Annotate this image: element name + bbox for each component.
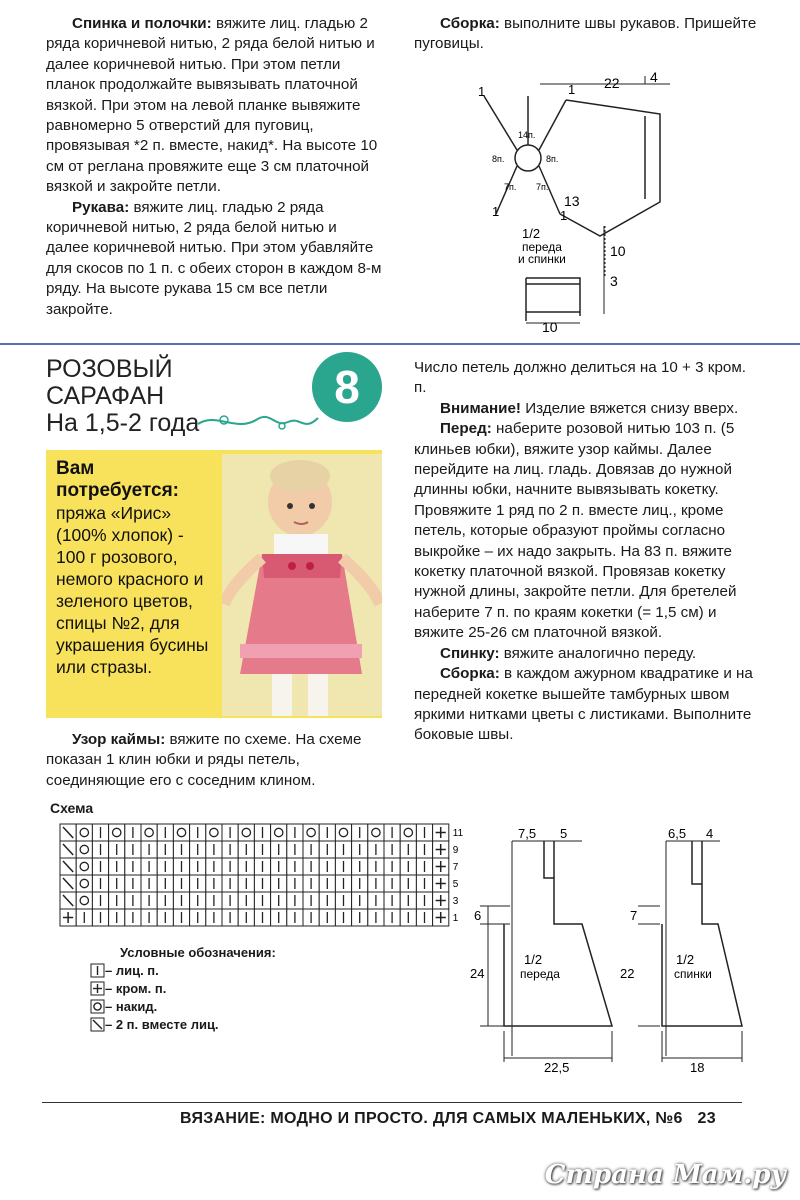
heading-front: Перед: xyxy=(440,420,492,438)
chart-cell xyxy=(303,858,319,875)
chart-cell xyxy=(190,892,206,909)
chart-cell xyxy=(400,909,416,926)
chart-cell xyxy=(271,824,287,841)
chart-cell xyxy=(109,875,125,892)
chart-cell xyxy=(76,892,92,909)
chart-cell xyxy=(173,909,189,926)
chart-cell xyxy=(416,824,432,841)
pattern-number-badge: 8 xyxy=(312,352,382,422)
chart-cell xyxy=(433,892,449,909)
chart-cell xyxy=(60,875,76,892)
chart-cell xyxy=(271,858,287,875)
page-number: 23 xyxy=(697,1110,716,1127)
chart-cell xyxy=(76,841,92,858)
chart-cell xyxy=(190,841,206,858)
chart-cell xyxy=(433,858,449,875)
chart-cell xyxy=(125,858,141,875)
chart-cell xyxy=(238,892,254,909)
chart-cell xyxy=(141,892,157,909)
chart-cell xyxy=(92,909,108,926)
chart-cell xyxy=(157,824,173,841)
chart-cell xyxy=(238,875,254,892)
dim-8p-left: 8п. xyxy=(492,154,505,164)
text-back: вяжите аналогично переду. xyxy=(499,644,697,662)
chart-cell xyxy=(254,909,270,926)
chart-cell xyxy=(173,892,189,909)
dim-3: 3 xyxy=(610,273,618,289)
chart-cell xyxy=(173,875,189,892)
chart-cell xyxy=(190,875,206,892)
chart-cell xyxy=(125,909,141,926)
text-attention: Изделие вяжется снизу вверх. xyxy=(520,399,739,417)
section-divider xyxy=(0,343,800,345)
chart-cell xyxy=(352,909,368,926)
chart-row-number: 7 xyxy=(452,862,459,873)
text-uzor: вяжите по схеме. На схеме показан 1 клин юбки и ряды петель, соединяющие его с соседним клином. xyxy=(46,731,362,789)
raglan-diagram xyxy=(470,66,700,336)
chart-cell xyxy=(384,841,400,858)
chart-cell xyxy=(287,841,303,858)
dim-22: 22 xyxy=(604,75,620,91)
chart-cell xyxy=(384,909,400,926)
chart-cell xyxy=(173,824,189,841)
dim-14p: 14п. xyxy=(518,130,536,140)
legend-item xyxy=(90,1015,276,1033)
legend-text: – лиц. п. xyxy=(105,962,159,978)
text-spinka: вяжите лиц. гладью 2 ряда коричневой нитью, 2 ряда белой нитью и далее коричневой нитью. При этом петли планок продолжайте вывязывать платочной вязкой. При этом на левой планке вывяжите равномерно 5 отверстий для пуговиц, провязывая *2 п. вместе, накид*. На высоте 10 см от реглана провяжите еще 3 см платочной вязкой и закройте петли. xyxy=(46,15,378,196)
front-width-2: 5 xyxy=(560,826,568,841)
chart-cell xyxy=(433,909,449,926)
chart-cell xyxy=(125,892,141,909)
heading-spinka: Спинка и полочки: xyxy=(72,15,212,32)
dim-7p-right: 7п. xyxy=(536,182,549,192)
back-height-1: 7 xyxy=(630,908,638,923)
front-height-2: 24 xyxy=(470,966,485,981)
chart-cell xyxy=(141,824,157,841)
chart-cell xyxy=(238,858,254,875)
chart-cell xyxy=(368,858,384,875)
heading-sborka-top: Сборка: xyxy=(440,15,500,32)
legend-text: – накид. xyxy=(105,998,158,1014)
label-one-tr: 1 xyxy=(568,82,576,97)
chart-cell xyxy=(157,892,173,909)
chart-cell xyxy=(238,824,254,841)
title-line-3: На 1,5-2 года xyxy=(46,409,200,437)
chart-cell xyxy=(335,841,351,858)
footer-rule xyxy=(42,1102,742,1103)
chart-cell xyxy=(222,909,238,926)
chart-cell xyxy=(238,909,254,926)
heading-attention: Внимание! xyxy=(440,399,521,417)
chart-cell xyxy=(319,909,335,926)
chart-cell xyxy=(368,909,384,926)
chart-cell xyxy=(157,909,173,926)
chart-cell xyxy=(400,875,416,892)
chart-cell xyxy=(60,841,76,858)
chart-cell xyxy=(92,892,108,909)
watermark: Страна Мам.ру xyxy=(544,1160,786,1190)
chart-cell xyxy=(254,875,270,892)
chart-cell xyxy=(206,858,222,875)
chart-cell xyxy=(109,841,125,858)
chart-cell xyxy=(206,824,222,841)
chart-cell xyxy=(368,875,384,892)
chart-cell xyxy=(190,824,206,841)
chart-cell xyxy=(416,858,432,875)
chart-row-number: 9 xyxy=(452,845,459,856)
text-rukava: вяжите лиц. гладью 2 ряда коричневой нитью, 2 ряда белой нитью и далее коричневой нитью. При этом убавляйте для скосов по 1 п. с обеих сторон в каждом 8-м ряду. На высоте рукава 15 см все петли закройте. xyxy=(46,198,382,318)
front-width-1: 7,5 xyxy=(518,826,537,841)
chart-cell xyxy=(335,824,351,841)
chart-cell xyxy=(400,858,416,875)
chart-cell xyxy=(271,909,287,926)
chart-cell xyxy=(125,875,141,892)
chart-cell xyxy=(60,858,76,875)
chart-cell xyxy=(384,858,400,875)
chart-cell xyxy=(157,875,173,892)
title-line-1: РОЗОВЫЙ xyxy=(46,355,173,383)
chart-cell xyxy=(368,892,384,909)
footer-title: ВЯЗАНИЕ: МОДНО И ПРОСТО. ДЛЯ САМЫХ МАЛЕНЬКИХ, №6 xyxy=(180,1110,683,1127)
chart-cell xyxy=(60,824,76,841)
text-block-right xyxy=(414,358,759,746)
chart-cell xyxy=(352,858,368,875)
chart-cell xyxy=(416,909,432,926)
chart-cell xyxy=(92,824,108,841)
legend-item xyxy=(90,961,276,979)
chart-cell xyxy=(335,892,351,909)
dim-10-horizontal: 10 xyxy=(542,319,558,335)
title-line-2: САРАФАН xyxy=(46,382,165,410)
chart-cell xyxy=(109,892,125,909)
chart-cell xyxy=(222,858,238,875)
heading-assembly: Сборка: xyxy=(440,665,500,683)
chart-cell xyxy=(206,841,222,858)
chart-cell xyxy=(92,858,108,875)
text-block-top-left xyxy=(46,14,382,320)
chart-cell xyxy=(368,824,384,841)
chart-cell xyxy=(271,841,287,858)
chart-cell xyxy=(368,841,384,858)
back-height-2: 22 xyxy=(620,966,635,981)
chart-cell xyxy=(335,909,351,926)
back-width-2: 4 xyxy=(706,826,714,841)
chart-cell xyxy=(416,875,432,892)
chart-cell xyxy=(303,909,319,926)
chart-cell xyxy=(287,909,303,926)
chart-cell xyxy=(141,909,157,926)
dim-10-vertical: 10 xyxy=(610,243,626,259)
text-assembly: в каждом ажурном квадратике и на передней кокетке вышейте тамбурных швом яркими нитками цветы с листиками. Выполните боковые швы. xyxy=(414,665,753,744)
knitting-chart xyxy=(58,822,478,934)
chart-cell xyxy=(319,841,335,858)
chart-cell xyxy=(384,892,400,909)
chart-cell xyxy=(222,824,238,841)
label-part-1: 1/2 xyxy=(522,226,541,241)
chart-cell xyxy=(271,875,287,892)
chart-cell xyxy=(352,875,368,892)
chart-cell xyxy=(433,875,449,892)
back-bottom: 18 xyxy=(690,1060,705,1075)
chart-cell xyxy=(400,841,416,858)
text-sborka-top: выполните швы рукавов. Пришейте пуговицы. xyxy=(414,15,757,53)
dim-8p-right: 8п. xyxy=(546,154,559,164)
legend-item xyxy=(90,979,276,997)
chart-cell xyxy=(400,892,416,909)
back-part-1: 1/2 xyxy=(676,952,695,967)
text-block-top-right xyxy=(414,14,759,55)
chart-cell xyxy=(335,858,351,875)
chart-cell xyxy=(254,824,270,841)
chart-cell xyxy=(76,858,92,875)
chart-cell xyxy=(76,875,92,892)
front-height-1: 6 xyxy=(474,908,482,923)
dim-13: 13 xyxy=(564,193,580,209)
footer xyxy=(180,1110,716,1128)
legend-symbol-icon xyxy=(90,999,105,1014)
chart-cell xyxy=(287,824,303,841)
chart-cell xyxy=(157,841,173,858)
pattern-pieces xyxy=(470,826,770,1076)
chart-cell xyxy=(433,841,449,858)
legend xyxy=(90,944,276,1033)
materials-heading: Вам потребуется: xyxy=(56,458,179,501)
label-one-tl: 1 xyxy=(478,84,486,99)
chart-cell xyxy=(222,841,238,858)
chart-cell xyxy=(190,909,206,926)
front-part-2: переда xyxy=(520,967,560,981)
chart-cell xyxy=(335,875,351,892)
yarn-swirl-decoration xyxy=(196,402,326,442)
chart-cell xyxy=(92,875,108,892)
chart-cell xyxy=(400,824,416,841)
dim-7p-left: 7п. xyxy=(504,182,517,192)
chart-cell xyxy=(271,892,287,909)
back-width-1: 6,5 xyxy=(668,826,687,841)
heading-uzor: Узор каймы: xyxy=(72,731,166,748)
text-loops-count: Число петель должно делиться на 10 + 3 кром. п. xyxy=(414,359,747,397)
chart-cell xyxy=(416,841,432,858)
chart-row-number: 11 xyxy=(452,828,464,839)
chart-cell xyxy=(352,892,368,909)
chart-cell xyxy=(319,824,335,841)
legend-symbol-icon xyxy=(90,963,105,978)
chart-cell xyxy=(125,824,141,841)
chart-row-number: 1 xyxy=(452,913,459,924)
chart-cell xyxy=(433,824,449,841)
chart-cell xyxy=(222,875,238,892)
front-bottom: 22,5 xyxy=(544,1060,570,1075)
chart-cell xyxy=(352,824,368,841)
chart-cell xyxy=(141,858,157,875)
chart-cell xyxy=(319,875,335,892)
label-one-bl: 1 xyxy=(492,204,500,219)
chart-cell xyxy=(238,841,254,858)
legend-symbol-icon xyxy=(90,1017,105,1032)
chart-cell xyxy=(254,841,270,858)
chart-cell xyxy=(92,841,108,858)
chart-cell xyxy=(206,875,222,892)
chart-cell xyxy=(303,892,319,909)
chart-cell xyxy=(384,875,400,892)
chart-cell xyxy=(287,892,303,909)
chart-cell xyxy=(416,892,432,909)
legend-item xyxy=(90,997,276,1015)
heading-rukava: Рукава: xyxy=(72,198,130,216)
chart-cell xyxy=(303,841,319,858)
legend-title: Условные обозначения: xyxy=(120,945,276,960)
chart-cell xyxy=(109,858,125,875)
chart-row-number: 5 xyxy=(452,879,459,890)
materials-text xyxy=(56,458,216,678)
label-part-3: и спинки xyxy=(518,252,566,266)
chart-cell xyxy=(319,892,335,909)
chart-cell xyxy=(60,909,76,926)
chart-cell xyxy=(60,892,76,909)
chart-cell xyxy=(109,909,125,926)
legend-text: – 2 п. вместе лиц. xyxy=(105,1016,219,1032)
section-title xyxy=(46,356,199,437)
legend-symbol-icon xyxy=(90,981,105,996)
chart-cell xyxy=(206,892,222,909)
chart-cell xyxy=(352,841,368,858)
chart-row-number: 3 xyxy=(452,896,459,907)
materials-list: пряжа «Ирис» (100% хлопок) - 100 г розового, немого красного и зеленого цветов, спицы №2, для украшения бусины или стразы. xyxy=(56,503,209,677)
baby-photo xyxy=(222,454,382,716)
chart-cell xyxy=(303,875,319,892)
chart-cell xyxy=(319,858,335,875)
text-block-uzor xyxy=(46,730,386,791)
label-part-2: переда xyxy=(522,240,562,254)
chart-cell xyxy=(76,909,92,926)
chart-cell xyxy=(173,841,189,858)
text-front: наберите розовой нитью 103 п. (5 клиньев юбки), вяжите узор каймы. Далее перейдите на лиц. гладь. Довязав до нужной длинны юбки, начните вывязывать кокетку. Провяжите 1 ряд по 2 п. вместе лиц., кроме петель, которые образуют проймы согласно выкройке – их надо закрыть. На 83 п. вяжите кокетку платочной вязкой. Провязав кокетку нужной длины, закройте петли. Для бретелей наберите 7 п. по краям кокетки (= 1,5 см) и вяжите 25-26 см платочной вязкой. xyxy=(414,420,737,642)
chart-cell xyxy=(287,875,303,892)
chart-cell xyxy=(303,824,319,841)
chart-cell xyxy=(109,824,125,841)
chart-cell xyxy=(254,892,270,909)
chart-cell xyxy=(125,841,141,858)
scheme-label: Схема xyxy=(50,800,94,816)
legend-text: – кром. п. xyxy=(105,980,167,996)
chart-cell xyxy=(157,858,173,875)
chart-cell xyxy=(190,858,206,875)
heading-back: Спинку: xyxy=(440,644,500,662)
chart-cell xyxy=(141,841,157,858)
front-part-1: 1/2 xyxy=(524,952,543,967)
chart-cell xyxy=(254,858,270,875)
chart-cell xyxy=(384,824,400,841)
dim-4: 4 xyxy=(650,69,658,85)
chart-cell xyxy=(173,858,189,875)
chart-cell xyxy=(206,909,222,926)
back-part-2: спинки xyxy=(674,967,712,981)
label-one-br: 1 xyxy=(560,208,568,223)
chart-cell xyxy=(141,875,157,892)
chart-cell xyxy=(222,892,238,909)
chart-cell xyxy=(76,824,92,841)
chart-cell xyxy=(287,858,303,875)
